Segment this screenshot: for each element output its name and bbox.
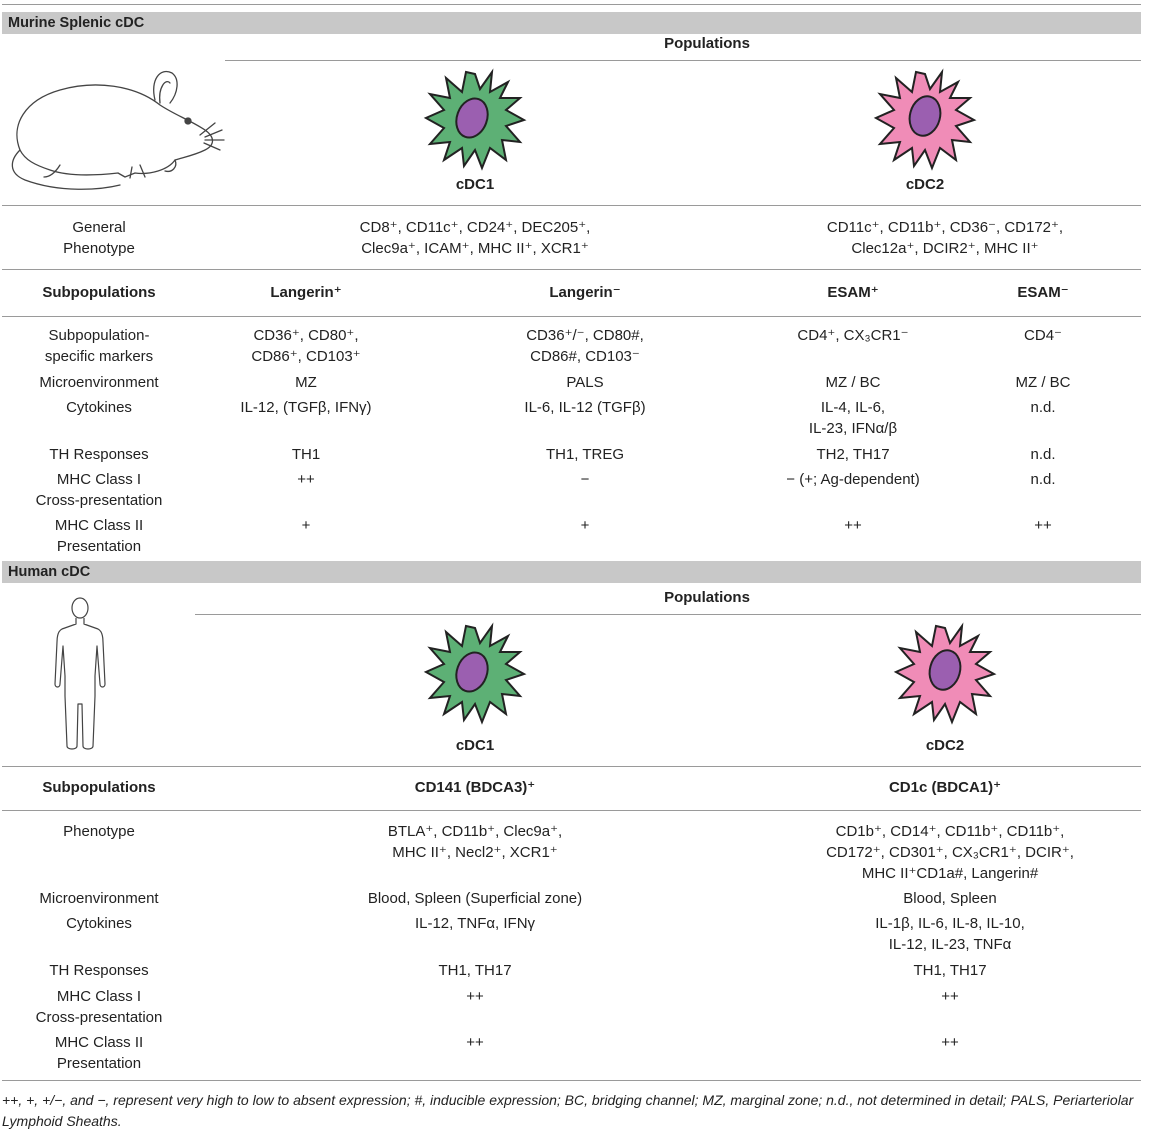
cell-markers-esam-neg: CD4⁻ — [1024, 327, 1062, 344]
section-header-murine: Murine Splenic cDC — [2, 12, 1141, 34]
cell-markers-langerin-pos: CD36⁺, CD80⁺, CD86⁺, CD103⁺ — [251, 327, 361, 365]
cell-mhc1-3: − (+; Ag-dependent) — [786, 471, 920, 488]
human-cell-microenv-1: Blood, Spleen (Superficial zone) — [367, 890, 583, 907]
human-cell-phenotype-2: CD1b⁺, CD14⁺, CD11b⁺, CD11b⁺, CD172⁺, CD301⁺, CX₃CR1⁺, DCIR⁺, MHC II⁺CD1a#, Langerin# — [826, 823, 1074, 882]
populations-rule — [225, 60, 1141, 61]
human-row-label-phenotype: Phenotype — [63, 823, 135, 840]
mouse-illustration — [0, 45, 230, 195]
human-row-label-cytokines: Cytokines — [66, 915, 132, 932]
row-label-mhc2: MHC Class II Presentation — [54, 517, 144, 555]
rule-bottom — [2, 1080, 1141, 1081]
cell-cytokines-1: IL-12, (TGFβ, IFNγ) — [240, 399, 372, 416]
general-phenotype-label: General Phenotype — [63, 219, 135, 257]
subpop-langerin-neg: Langerin⁻ — [549, 284, 621, 301]
cell-th-2: TH1, TREG — [545, 446, 625, 463]
cell-mhc1-4: n.d. — [1030, 471, 1056, 488]
rule-human-phenotype — [2, 810, 1141, 811]
rule-markers — [2, 316, 1141, 317]
cell-mhc2-3: ++ — [844, 517, 862, 534]
dendritic-cell-pink-icon — [870, 64, 980, 174]
human-silhouette — [50, 596, 110, 752]
rule-general — [2, 205, 1141, 206]
top-rule — [2, 4, 1141, 5]
human-cell-mhc2-2: ++ — [941, 1034, 959, 1051]
subpop-langerin-pos: Langerin⁺ — [270, 284, 342, 301]
human-cell-mhc2-1: ++ — [466, 1034, 484, 1051]
murine-cdc2-label: cDC2 — [905, 176, 945, 193]
cell-mhc1-2: − — [580, 471, 590, 488]
murine-cdc1-label: cDC1 — [455, 176, 495, 193]
murine-subpop-label: Subpopulations — [42, 284, 156, 301]
cell-th-3: TH2, TH17 — [816, 446, 890, 463]
row-label-cytokines: Cytokines — [66, 399, 132, 416]
row-label-mhc1: MHC Class I Cross-presentation — [35, 471, 163, 509]
human-cdc1-label: cDC1 — [455, 737, 495, 754]
dendritic-cell-green-icon — [420, 64, 530, 174]
cell-microenv-4: MZ / BC — [1015, 374, 1071, 391]
human-populations-rule — [195, 614, 1141, 615]
subpop-esam-neg: ESAM⁻ — [1017, 284, 1069, 301]
cell-th-4: n.d. — [1030, 446, 1056, 463]
cell-cytokines-2: IL-6, IL-12 (TGFβ) — [524, 399, 646, 416]
cell-mhc2-2: + — [580, 517, 590, 534]
cell-microenv-1: MZ — [295, 374, 317, 391]
cell-markers-esam-pos: CD4⁺, CX₃CR1⁻ — [797, 327, 909, 344]
cell-cytokines-3: IL-4, IL-6, IL-23, IFNα/β — [808, 399, 898, 437]
cell-cytokines-4: n.d. — [1030, 399, 1056, 416]
human-row-label-mhc2: MHC Class II Presentation — [54, 1034, 144, 1072]
human-cell-mhc1-2: ++ — [941, 988, 959, 1005]
general-cdc2: CD11c⁺, CD11b⁺, CD36⁻, CD172⁺, Clec12a⁺, DCIR2⁺, MHC II⁺ — [826, 219, 1064, 257]
cell-microenv-3: MZ / BC — [825, 374, 881, 391]
cell-th-1: TH1 — [291, 446, 321, 463]
dendritic-cell-green-icon — [420, 618, 530, 728]
dendritic-cell-pink-icon — [890, 618, 1000, 728]
subpop-cd1c: CD1c (BDCA1)⁺ — [888, 779, 1002, 796]
human-subpop-label: Subpopulations — [42, 779, 156, 796]
cell-markers-langerin-neg: CD36⁺/⁻, CD80#, CD86#, CD103⁻ — [526, 327, 644, 365]
human-cell-th-2: TH1, TH17 — [913, 962, 987, 979]
cell-mhc2-4: ++ — [1034, 517, 1052, 534]
human-cell-phenotype-1: BTLA⁺, CD11b⁺, Clec9a⁺, MHC II⁺, Necl2⁺, XCR1⁺ — [387, 823, 563, 861]
human-cell-microenv-2: Blood, Spleen — [903, 890, 997, 907]
section-header-human: Human cDC — [2, 561, 1141, 583]
human-cell-cytokines-1: IL-12, TNFα, IFNγ — [414, 915, 536, 932]
human-cell-mhc1-1: ++ — [466, 988, 484, 1005]
cell-mhc2-1: + — [301, 517, 311, 534]
subpop-cd141: CD141 (BDCA3)⁺ — [414, 779, 536, 796]
cell-mhc1-1: ++ — [297, 471, 315, 488]
footnote: ++, +, +/−, and −, represent very high to low to absent expression; #, inducible expression; BC, bridging channel; MZ, marginal zone; n.d., not determined in detail; PALS, Periarteriolar Lymphoid Sheaths. — [2, 1092, 1134, 1129]
human-row-label-microenv: Microenvironment — [39, 890, 159, 907]
human-cell-cytokines-2: IL-1β, IL-6, IL-8, IL-10, IL-12, IL-23, TNFα — [875, 915, 1025, 953]
general-cdc1: CD8⁺, CD11c⁺, CD24⁺, DEC205⁺, Clec9a⁺, ICAM⁺, MHC II⁺, XCR1⁺ — [359, 219, 591, 257]
murine-populations-label: Populations — [664, 35, 750, 52]
human-row-label-mhc1: MHC Class I Cross-presentation — [35, 988, 163, 1026]
rule-subpop — [2, 269, 1141, 270]
cell-microenv-2: PALS — [566, 374, 604, 391]
human-cell-th-1: TH1, TH17 — [438, 962, 512, 979]
subpop-esam-pos: ESAM⁺ — [827, 284, 879, 301]
rule-human-subpop — [2, 766, 1141, 767]
human-row-label-th: TH Responses — [49, 962, 149, 979]
row-label-th: TH Responses — [49, 446, 149, 463]
human-cdc2-label: cDC2 — [925, 737, 965, 754]
row-label-microenv: Microenvironment — [39, 374, 159, 391]
human-populations-label: Populations — [664, 589, 750, 606]
row-label-markers: Subpopulation- specific markers — [44, 327, 154, 365]
